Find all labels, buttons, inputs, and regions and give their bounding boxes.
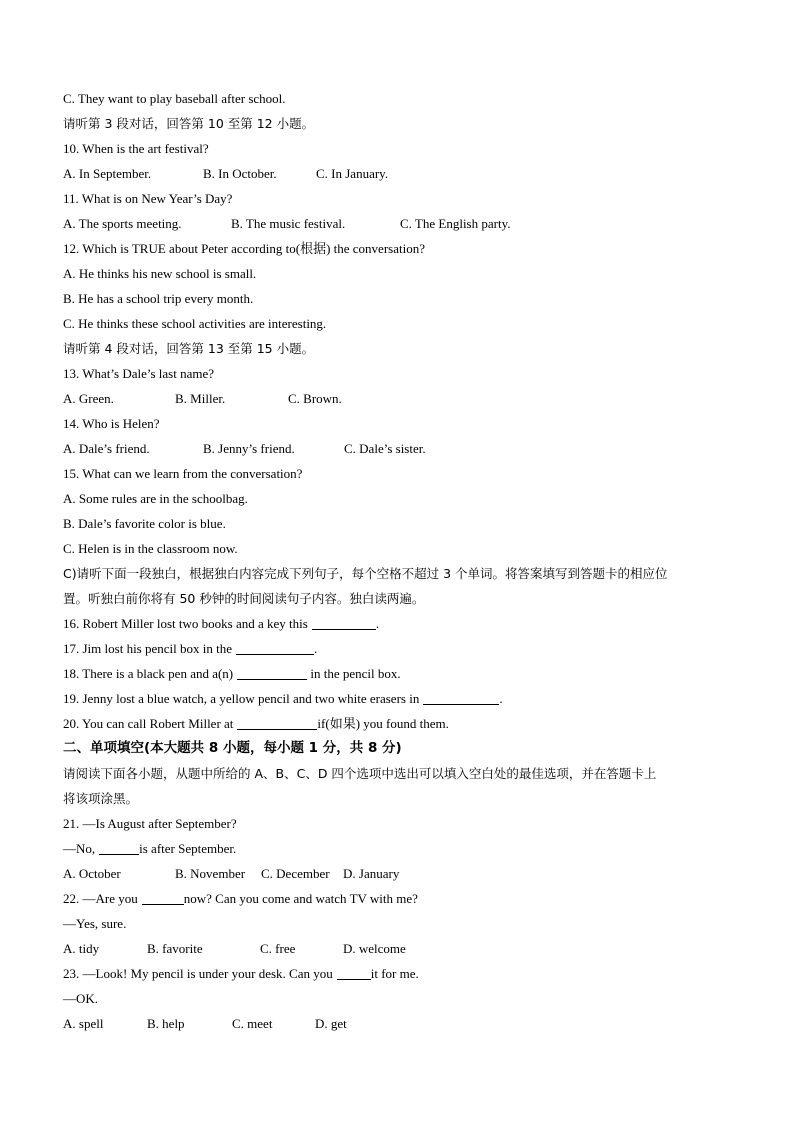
q17-answer-blank[interactable] <box>236 641 314 655</box>
q21-response <box>63 836 733 861</box>
q10-question: 10. When is the art festival? <box>63 141 209 156</box>
q23-text-end: it for me. <box>370 966 419 981</box>
q10-option-a: A. In September. <box>63 166 152 181</box>
q13-options <box>63 386 733 411</box>
q19-end: . <box>499 691 503 706</box>
q17-sentence <box>63 636 733 661</box>
q23-option-b: B. help <box>147 1016 185 1031</box>
q9-option-c: C. They want to play baseball after school. <box>63 91 286 106</box>
q20-text: 20. You can call Robert Miller at <box>63 716 234 731</box>
q14-option-a: A. Dale’s friend. <box>63 441 150 456</box>
dialogue-3-instruction: 请听第 3 段对话，回答第 10 至第 12 小题。 <box>63 116 315 131</box>
q16-end: . <box>375 616 380 631</box>
dialogue-4-instruction: 请听第 4 段对话，回答第 13 至第 15 小题。 <box>63 341 315 356</box>
q23-response: —OK. <box>63 991 99 1006</box>
q14-option-b: B. Jenny’s friend. <box>203 441 295 456</box>
section-2-instruction-line2: 将该项涂黑。 <box>63 791 139 806</box>
q14-options <box>63 436 733 461</box>
q21-question: 21. —Is August after September? <box>63 816 237 831</box>
q17-end: . <box>314 641 318 656</box>
q22-options <box>63 936 733 961</box>
q10-options <box>63 161 733 186</box>
q22-option-a: A. tidy <box>63 941 100 956</box>
q11-option-a: A. The sports meeting. <box>63 216 182 231</box>
q23-options <box>63 1011 733 1036</box>
q13-option-b: B. Miller. <box>175 391 226 406</box>
q11-option-b: B. The music festival. <box>231 216 346 231</box>
q23-text-start: 23. —Look! My pencil is under your desk. Can you <box>63 966 333 981</box>
q23-question <box>63 961 733 986</box>
q20-answer-blank[interactable] <box>237 716 317 730</box>
q18-text: 18. There is a black pen and a(n) <box>63 666 234 681</box>
q22-option-c: C. free <box>260 941 296 956</box>
q11-options <box>63 211 733 236</box>
q17-text: 17. Jim lost his pencil box in the <box>63 641 232 656</box>
q21-response-start: —No, <box>63 841 96 856</box>
q20-sentence <box>63 711 733 736</box>
q20-end: if(如果) you found them. <box>317 716 449 731</box>
q12-question: 12. Which is TRUE about Peter according to(根据) the conversation? <box>63 241 425 256</box>
q11-question: 11. What is on New Year’s Day? <box>63 191 233 206</box>
document-page <box>63 86 733 1036</box>
q19-answer-blank[interactable] <box>423 691 499 705</box>
q13-option-a: A. Green. <box>63 391 114 406</box>
q21-option-a: A. October <box>63 866 121 881</box>
q22-text-start: 22. —Are you <box>63 891 138 906</box>
q13-question: 13. What’s Dale’s last name? <box>63 366 215 381</box>
q22-response: —Yes, sure. <box>63 916 127 931</box>
q21-option-d: D. January <box>343 866 400 881</box>
q21-option-b: B. November <box>175 866 246 881</box>
section-2-heading: 二、单项填空(本大题共 8 小题，每小题 1 分，共 8 分) <box>63 740 402 756</box>
q21-response-end: is after September. <box>139 841 237 856</box>
q23-option-c: C. meet <box>232 1016 273 1031</box>
q15-option-c: C. Helen is in the classroom now. <box>63 541 238 556</box>
q18-answer-blank[interactable] <box>237 666 307 680</box>
q12-option-c: C. He thinks these school activities are interesting. <box>63 316 327 331</box>
q11-option-c: C. The English party. <box>400 216 511 231</box>
q21-answer-blank[interactable] <box>99 841 139 855</box>
q22-question <box>63 886 733 911</box>
q23-answer-blank[interactable] <box>337 966 371 980</box>
q16-text: 16. Robert Miller lost two books and a key this <box>63 616 308 631</box>
q10-option-b: B. In October. <box>203 166 277 181</box>
q16-sentence <box>63 611 733 636</box>
q21-option-c: C. December <box>261 866 330 881</box>
q21-options <box>63 861 733 886</box>
q12-option-b: B. He has a school trip every month. <box>63 291 254 306</box>
section-2-instruction-line1: 请阅读下面各小题，从题中所给的 A、B、C、D 四个选项中选出可以填入空白处的最佳选项，并在答题卡上 <box>63 766 657 781</box>
q23-option-a: A. spell <box>63 1016 104 1031</box>
q19-text: 19. Jenny lost a blue watch, a yellow pencil and two white erasers in <box>63 691 420 706</box>
q18-end: in the pencil box. <box>307 666 401 681</box>
q22-text-end: now? Can you come and watch TV with me? <box>183 891 418 906</box>
q23-option-d: D. get <box>315 1016 347 1031</box>
q12-option-a: A. He thinks his new school is small. <box>63 266 257 281</box>
q15-option-b: B. Dale’s favorite color is blue. <box>63 516 226 531</box>
q14-option-c: C. Dale’s sister. <box>344 441 426 456</box>
part-c-instruction-line2: 置。听独白前你将有 50 秒钟的时间阅读句子内容。独白读两遍。 <box>63 591 425 606</box>
q22-option-b: B. favorite <box>147 941 203 956</box>
q15-question: 15. What can we learn from the conversation? <box>63 466 303 481</box>
q13-option-c: C. Brown. <box>288 391 342 406</box>
q14-question: 14. Who is Helen? <box>63 416 160 431</box>
q10-option-c: C. In January. <box>316 166 389 181</box>
q22-option-d: D. welcome <box>343 941 406 956</box>
q16-answer-blank[interactable] <box>312 616 376 630</box>
q22-answer-blank[interactable] <box>142 891 184 905</box>
q18-sentence <box>63 661 733 686</box>
part-c-instruction-line1: C)请听下面一段独白，根据独白内容完成下列句子，每个空格不超过 3 个单词。将答案填写到答题卡的相应位 <box>63 566 668 581</box>
q19-sentence <box>63 686 733 711</box>
q15-option-a: A. Some rules are in the schoolbag. <box>63 491 248 506</box>
